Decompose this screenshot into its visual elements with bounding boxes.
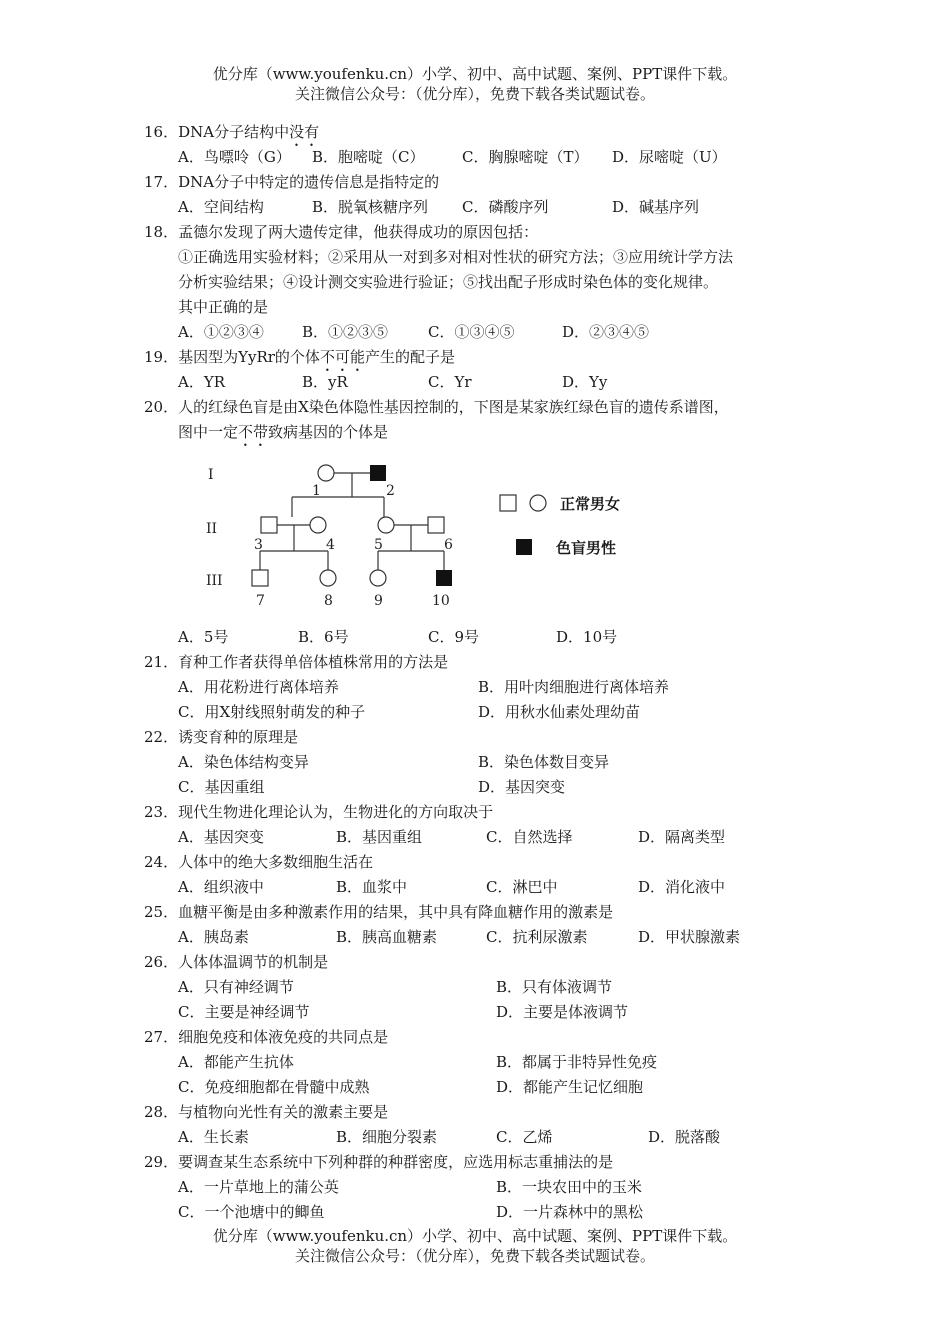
pedigree-legend [498,491,658,571]
question-22-options-row-1 [178,750,824,775]
option-a: A．都能产生抗体 [178,1053,294,1071]
option-b: B．细胞分裂素 [336,1128,438,1146]
option-a: A．生长素 [178,1128,249,1146]
option-b: B．脱氧核糖序列 [312,198,429,216]
question-18-line-1: ①正确选用实验材料；②采用从一对到多对相对性状的研究方法；③应用统计学方法 [178,248,734,266]
option-d: D．尿嘧啶（U） [612,148,727,166]
question-21-options-row-1 [178,675,824,700]
option-b: B．yR [302,373,348,391]
footer-line-2: 关注微信公众号：（优分库），免费下载各类试题试卷。 [294,1247,655,1265]
question-16-options [178,145,824,170]
option-c: C．自然选择 [486,828,573,846]
question-28-options [178,1125,824,1150]
option-d: D．②③④⑤ [562,323,650,341]
question-25-options [178,925,824,950]
option-b: B．用叶肉细胞进行离体培养 [478,678,670,696]
individual-6-male [428,517,444,533]
option-d: D．碱基序列 [612,198,700,216]
individual-3-male [261,517,277,533]
option-b: B．血浆中 [336,878,408,896]
option-d: D．脱落酸 [648,1128,721,1146]
individual-2-affected-male [370,465,386,481]
option-c: C．主要是神经调节 [178,1003,310,1021]
question-22-options-row-2 [178,775,824,800]
question-23-options [178,825,824,850]
legend-affected-male-symbol [516,539,532,555]
question-26-stem: 26．人体体温调节的机制是 [144,953,329,971]
option-d: D．一片森林中的黑松 [496,1203,644,1221]
question-25-stem: 25．血糖平衡是由多种激素作用的结果，其中具有降血糖作用的激素是 [144,903,614,921]
individual-1-female [318,465,334,481]
question-18-line-3: 其中正确的是 [178,298,269,316]
legend-affected-label: 色盲男性 [556,539,617,557]
option-c: C．胸腺嘧啶（T） [462,148,589,166]
page-header [0,64,950,104]
question-17-stem: 17．DNA分子中特定的遗传信息是指特定的 [144,173,440,191]
option-d: D．都能产生记忆细胞 [496,1078,644,1096]
legend-normal-male-symbol [500,495,516,511]
option-a: A．空间结构 [178,198,264,216]
label-8: 8 [324,593,333,609]
individual-5-female [378,517,394,533]
option-d: D．用秋水仙素处理幼苗 [478,703,641,721]
question-19-options [178,370,824,395]
label-3: 3 [254,537,263,553]
question-23-stem: 23．现代生物进化理论认为，生物进化的方向取决于 [144,803,494,821]
option-a: A．①②③④ [178,323,264,341]
question-16-stem: 16．DNA分子结构中没有 [144,123,320,141]
generation-label-3: III [206,573,223,589]
option-c: C．乙烯 [496,1128,553,1146]
question-20-line-2: 图中一定不带致病基因的个体是 [178,423,389,441]
option-d: D．基因突变 [478,778,566,796]
question-24-options [178,875,824,900]
option-d: D．消化液中 [638,878,726,896]
option-a: A．一片草地上的蒲公英 [178,1178,339,1196]
question-21-options-row-2 [178,700,824,725]
option-d: D．隔离类型 [638,828,726,846]
individual-8-female [320,570,336,586]
option-c: C．Yr [428,373,472,391]
option-b: B．染色体数目变异 [478,753,610,771]
question-19-stem: 19．基因型为YyRr的个体不可能产生的配子是 [144,348,455,366]
label-4: 4 [326,537,335,553]
option-b: B．基因重组 [336,828,423,846]
header-line-1: 优分库（www.youfenku.cn）小学、初中、高中试题、案例、PPT课件下载。 [212,65,738,83]
legend-normal-label: 正常男女 [560,495,621,513]
option-b: B．6号 [298,628,349,646]
option-a: A．鸟嘌呤（G） [178,148,291,166]
option-d: D．10号 [556,628,618,646]
legend-symbols [498,491,558,571]
option-a: A．5号 [178,628,229,646]
pedigree-chart [206,455,506,625]
question-27-stem: 27．细胞免疫和体液免疫的共同点是 [144,1028,389,1046]
question-18-stem: 18．孟德尔发现了两大遗传定律，他获得成功的原因包括： [144,223,539,241]
page-footer [0,1226,950,1266]
option-d: D．Yy [562,373,608,391]
option-b: B．只有体液调节 [496,978,613,996]
question-18-line-2: 分析实验结果；④设计测交实验进行验证；⑤找出配子形成时染色体的变化规律。 [178,273,719,291]
individual-4-female [310,517,326,533]
label-10: 10 [432,593,450,609]
option-b: B．胞嘧啶（C） [312,148,425,166]
label-6: 6 [444,537,453,553]
label-9: 9 [374,593,383,609]
option-b: B．胰高血糖素 [336,928,438,946]
generation-label-2: II [206,521,218,537]
question-21-stem: 21．育种工作者获得单倍体植株常用的方法是 [144,653,449,671]
individual-10-affected-male [436,570,452,586]
option-c: C．磷酸序列 [462,198,549,216]
option-c: C．9号 [428,628,480,646]
option-c: C．淋巴中 [486,878,558,896]
question-26-options-row-1 [178,975,824,1000]
option-c: C．基因重组 [178,778,265,796]
question-29-stem: 29．要调查某生态系统中下列种群的种群密度，应选用标志重捕法的是 [144,1153,614,1171]
option-c: C．①③④⑤ [428,323,515,341]
header-line-2: 关注微信公众号：（优分库），免费下载各类试题试卷。 [294,85,655,103]
option-d: D．甲状腺激素 [638,928,741,946]
label-1: 1 [312,483,321,499]
footer-line-1: 优分库（www.youfenku.cn）小学、初中、高中试题、案例、PPT课件下载。 [212,1227,738,1245]
option-a: A．染色体结构变异 [178,753,309,771]
option-c: C．一个池塘中的鲫鱼 [178,1203,325,1221]
question-17-options [178,195,824,220]
label-7: 7 [256,593,265,609]
question-24-stem: 24．人体中的绝大多数细胞生活在 [144,853,374,871]
individual-9-female [370,570,386,586]
question-27-options-row-1 [178,1050,824,1075]
question-18-options [178,320,824,345]
question-29-options-row-2 [178,1200,824,1225]
option-a: A．胰岛素 [178,928,249,946]
question-27-options-row-2 [178,1075,824,1100]
question-26-options-row-2 [178,1000,824,1025]
option-b: B．都属于非特异性免疫 [496,1053,658,1071]
question-list [144,120,824,1225]
option-c: C．用X射线照射萌发的种子 [178,703,366,721]
question-20-stem: 20．人的红绿色盲是由X染色体隐性基因控制的，下图是某家族红绿色盲的遗传系谱图， [144,398,729,416]
option-a: A．只有神经调节 [178,978,294,996]
option-a: A．用花粉进行离体培养 [178,678,339,696]
option-b: B．①②③⑤ [302,323,389,341]
generation-label-1: I [208,467,214,483]
option-a: A．组织液中 [178,878,264,896]
option-c: C．抗利尿激素 [486,928,588,946]
question-29-options-row-1 [178,1175,824,1200]
option-b: B．一块农田中的玉米 [496,1178,643,1196]
pedigree-figure [178,445,824,625]
label-5: 5 [374,537,383,553]
option-d: D．主要是体液调节 [496,1003,629,1021]
option-a: A．YR [178,373,226,391]
option-a: A．基因突变 [178,828,264,846]
individual-7-male [252,570,268,586]
option-c: C．免疫细胞都在骨髓中成熟 [178,1078,370,1096]
question-28-stem: 28．与植物向光性有关的激素主要是 [144,1103,389,1121]
legend-normal-female-symbol [530,495,546,511]
question-20-options [178,625,824,650]
question-22-stem: 22．诱变育种的原理是 [144,728,299,746]
label-2: 2 [386,483,395,499]
